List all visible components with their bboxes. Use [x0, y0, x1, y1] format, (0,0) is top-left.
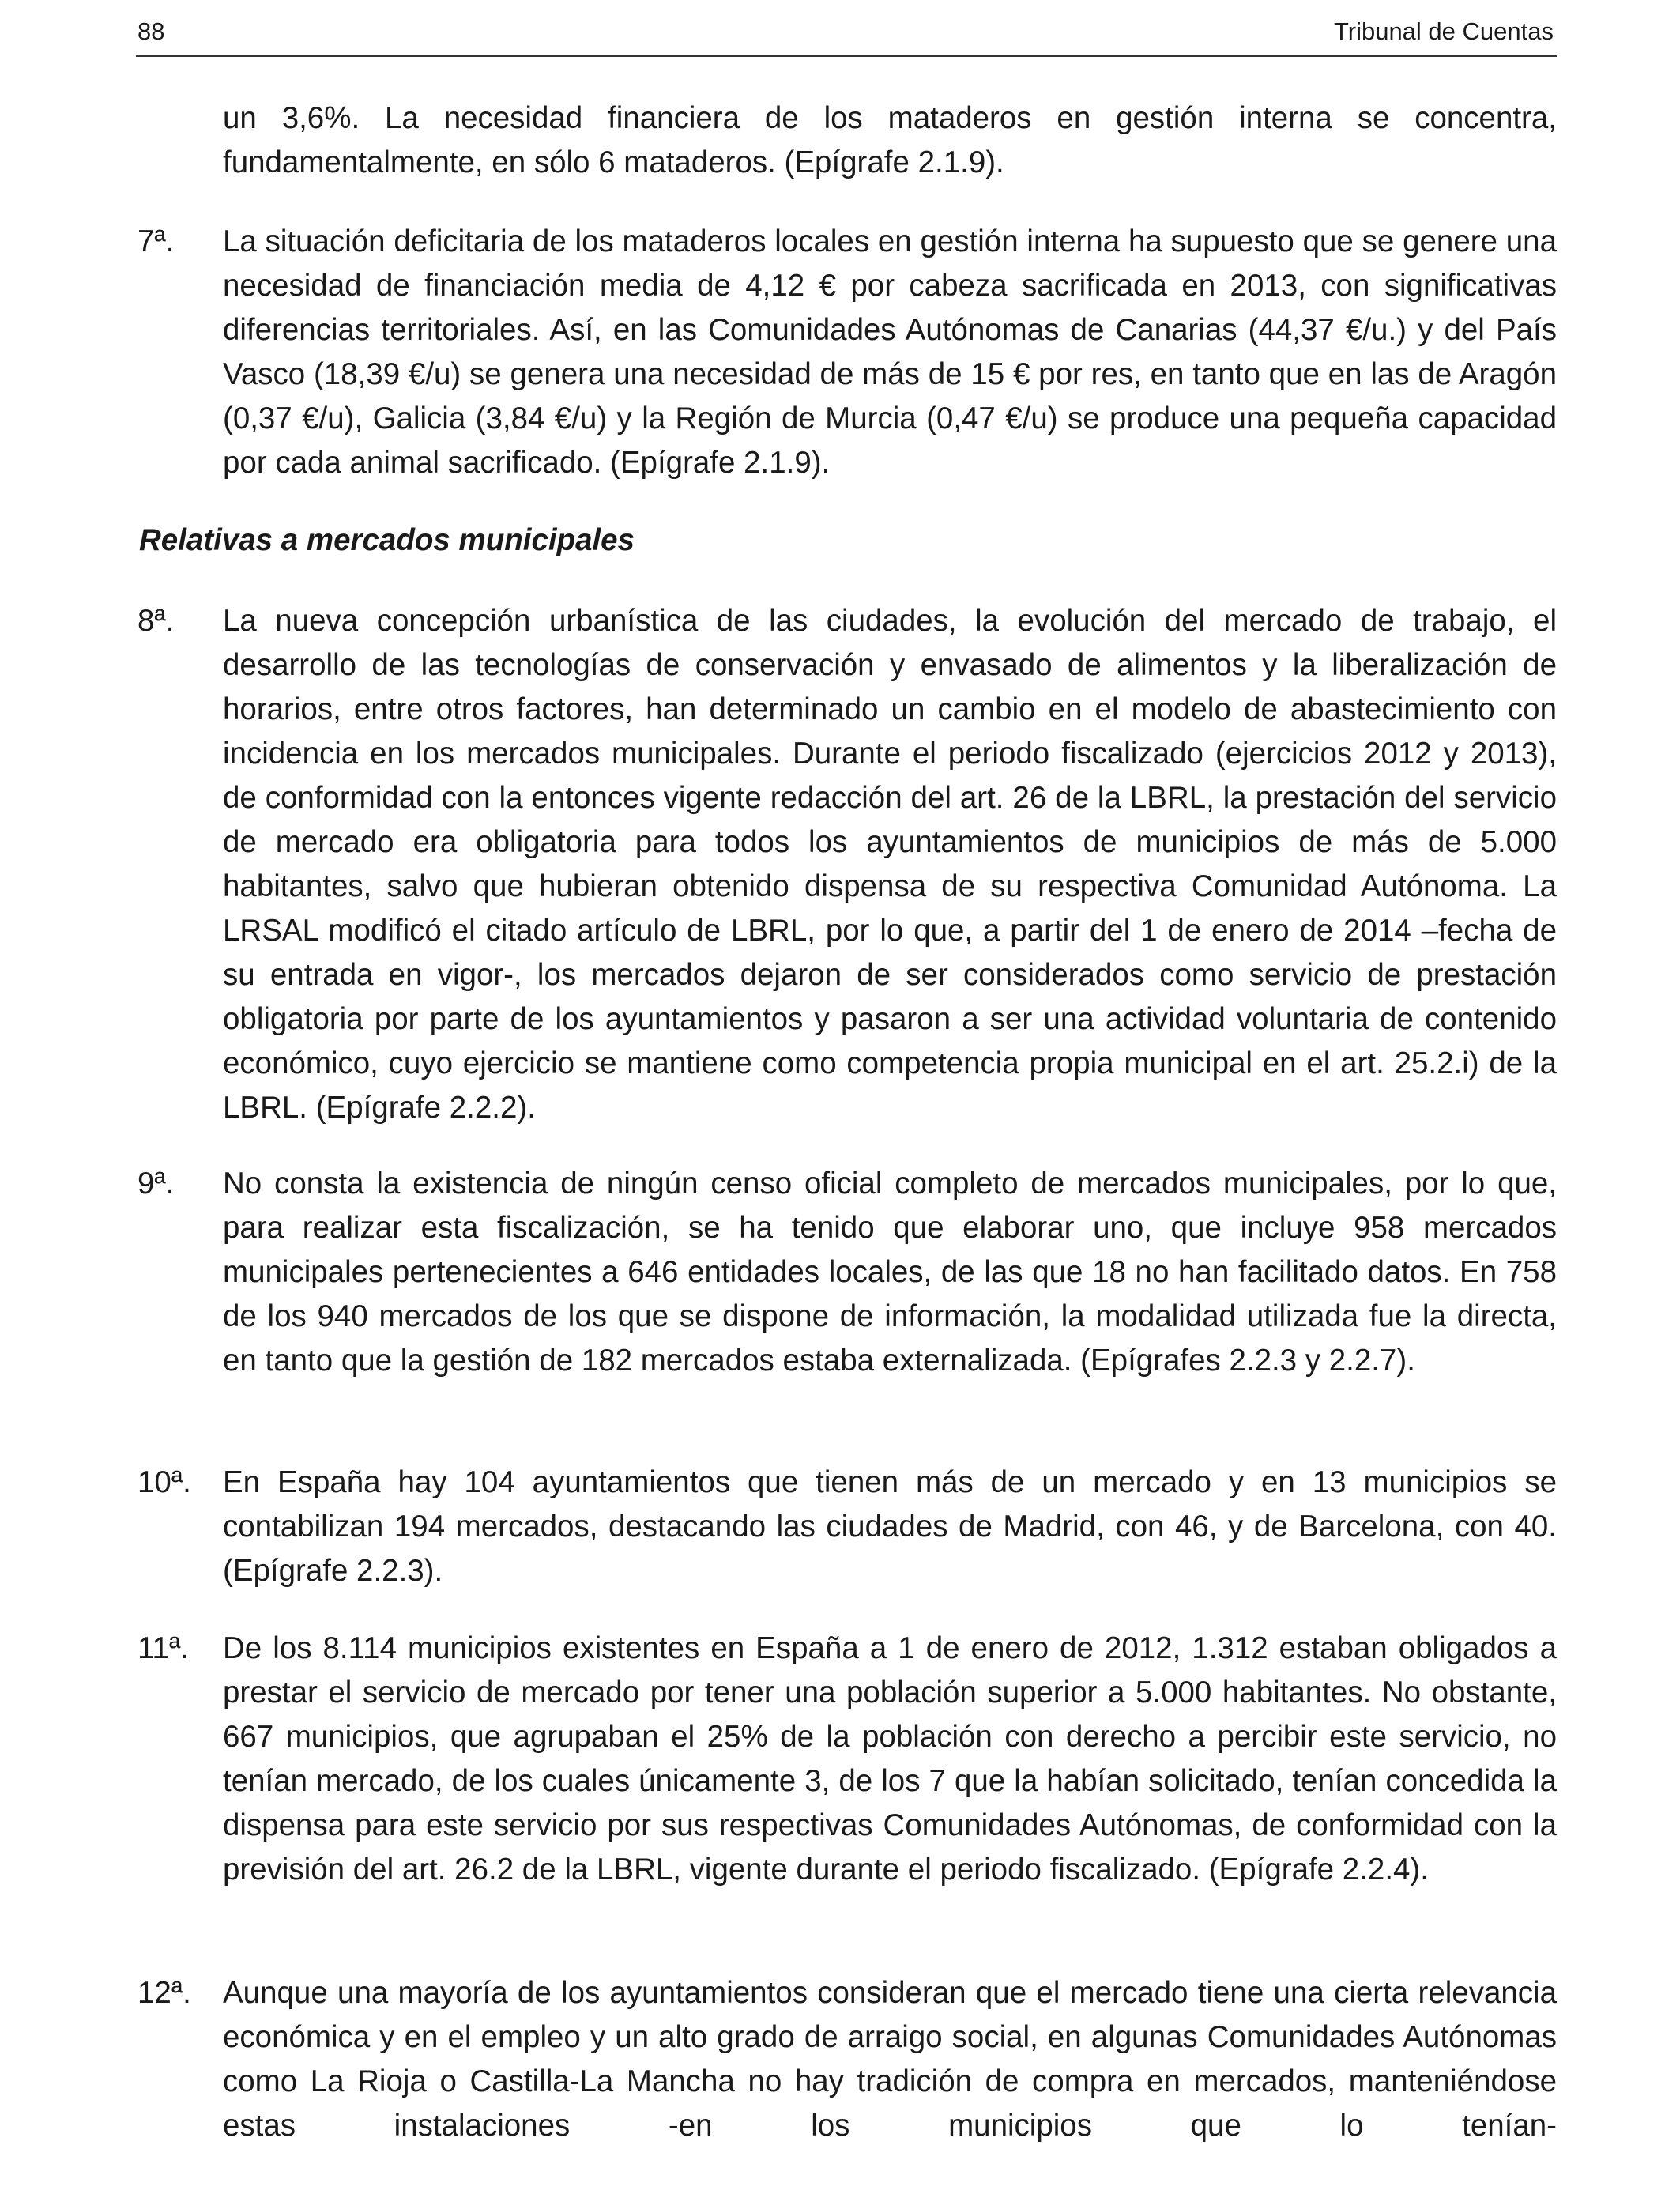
conclusion-number: 11ª. — [137, 1631, 189, 1665]
conclusion-text: La situación deficitaria de los mataderos locales en gestión interna ha supuesto que se genere una necesidad de financiación media de 4,12 € por cabeza sacrificada en 2013, con significativas diferencias territoriales. Así, en las Comunidades Autónomas de Canarias (44,37 €/u.) y del País Vasco (18,39 €/u) se genera una necesidad de más de 15 € por res, en tanto que en las de Aragón (0,37 €/u), Galicia (3,84 €/u) y la Región de Murcia (0,47 €/u) se produce una pequeña capacidad por cada animal sacrificado. (Epígrafe 2.1.9). — [223, 224, 1557, 480]
conclusion-number: 12ª. — [137, 1976, 191, 2010]
section-heading: Relativas a mercados municipales — [139, 523, 635, 557]
conclusion-text: En España hay 104 ayuntamientos que tienen más de un mercado y en 13 municipios se contabilizan 194 mercados, destacando las ciudades de Madrid, con 46, y de Barcelona, con 40. (Epígrafe 2.2.3). — [223, 1465, 1557, 1588]
conclusion-text: Aunque una mayoría de los ayuntamientos consideran que el mercado tiene una cierta relevancia económica y en el empleo y un alto grado de arraigo social, en algunas Comunidades Autónomas como La Rioja o Castilla-La Mancha no hay tradición de compra en mercados, manteniéndose estas instalaciones -en los municipios que lo tenían- — [223, 1976, 1557, 2143]
running-title: Tribunal de Cuentas — [1333, 17, 1554, 45]
page-header — [136, 16, 1557, 57]
conclusion-text: No consta la existencia de ningún censo oficial completo de mercados municipales, por lo que, para realizar esta fiscalización, se ha tenido que elaborar uno, que incluye 958 mercados municipales pertenecientes a 646 entidades locales, de las que 18 no han facilitado datos. En 758 de los 940 mercados de los que se dispone de información, la modalidad utilizada fue la directa, en tanto que la gestión de 182 mercados estaba externalizada. (Epígrafes 2.2.3 y 2.2.7). — [223, 1167, 1557, 1378]
conclusion-number: 10ª. — [137, 1465, 191, 1499]
conclusion-number: 7ª. — [137, 224, 175, 258]
page-number: 88 — [137, 17, 165, 45]
conclusion-number: 9ª. — [137, 1167, 175, 1201]
conclusion-number: 8ª. — [137, 604, 175, 638]
conclusion-text: De los 8.114 municipios existentes en España a 1 de enero de 2012, 1.312 estaban obligados a prestar el servicio de mercado por tener una población superior a 5.000 habitantes. No obstante, 667 municipios, que agrupaban el 25% de la población con derecho a percibir este servicio, no tenían mercado, de los cuales únicamente 3, de los 7 que la habían solicitado, tenían concedida la dispensa para este servicio por sus respectivas Comunidades Autónomas, de conformidad con la previsión del art. 26.2 de la LBRL, vigente durante el periodo fiscalizado. (Epígrafe 2.2.4). — [223, 1631, 1557, 1887]
conclusion-text: La nueva concepción urbanística de las ciudades, la evolución del mercado de trabajo, el desarrollo de las tecnologías de conservación y envasado de alimentos y la liberalización de horarios, entre otros factores, han determinado un cambio en el modelo de abastecimiento con incidencia en los mercados municipales. Durante el periodo fiscalizado (ejercicios 2012 y 2013), de conformidad con la entonces vigente redacción del art. 26 de la LBRL, la prestación del servicio de mercado era obligatoria para todos los ayuntamientos de municipios de más de 5.000 habitantes, salvo que hubieran obtenido dispensa de su respectiva Comunidad Autónoma. La LRSAL modificó el citado artículo de LBRL, por lo que, a partir del 1 de enero de 2014 –fecha de su entrada en vigor-, los mercados dejaron de ser considerados como servicio de prestación obligatoria por parte de los ayuntamientos y pasaron a ser una actividad voluntaria de contenido económico, cuyo ejercicio se mantiene como competencia propia municipal en el art. 25.2.i) de la LBRL. (Epígrafe 2.2.2). — [223, 604, 1557, 1125]
continuation-paragraph: un 3,6%. La necesidad financiera de los mataderos en gestión interna se concentra, fundamentalmente, en sólo 6 mataderos. (Epígrafe 2.1.9). — [223, 101, 1557, 179]
